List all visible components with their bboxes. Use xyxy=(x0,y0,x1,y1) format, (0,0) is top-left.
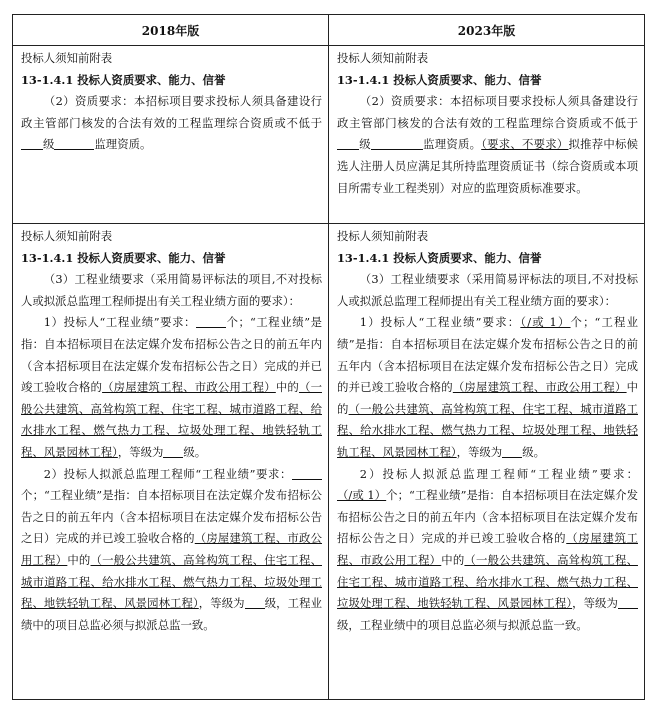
bidder-performance-text: 1）投标人“工程业绩”要求：（/或 1）个；“工程业绩”是指：自本招标项目在法定媒介发布招标公告之日的前五年内（含本招标项目在法定媒介发布招标公告之日）完成的并已竣工验收合格的（房屋建筑工程、市政公用工程）中的（一般公共建筑、高耸构筑工程、住宅工程、城市道路工程、给水排水工程、燃气热力工程、垃圾处理工程、地铁轻轨工程、风景园林工程），等级为 级。 xyxy=(337,315,638,459)
qualification-text: （2）资质要求：本招标项目要求投标人须具备建设行政主管部门核发的合法有效的工程监理综合资质或不低于级 监理资质。（要求、不要求）拟推荐中标候选人注册人员应满足其所持监理资质证书（综合资质或本项目所需专业工程类别）对应的监理资质标准要求。 xyxy=(337,94,638,195)
blank-field xyxy=(618,596,638,609)
cell-title: 投标人须知前附表 xyxy=(21,51,113,65)
header-2018: 2018年版 xyxy=(13,15,329,46)
comparison-table xyxy=(12,14,645,700)
performance-intro: （3）工程业绩要求（采用简易评标法的项目,不对投标人或拟派总监理工程师提出有关工程业绩方面的要求）： xyxy=(21,272,322,308)
cell-title: 投标人须知前附表 xyxy=(337,229,429,243)
cell-2023-qualification xyxy=(329,46,645,224)
blank-field xyxy=(21,137,43,150)
blank-field xyxy=(163,445,183,458)
cell-title: 投标人须知前附表 xyxy=(337,51,429,65)
clause-heading: 13-1.4.1 投标人资质要求、能力、信誉 xyxy=(337,250,542,265)
blank-field xyxy=(292,467,322,480)
cell-2018-performance xyxy=(13,224,329,700)
clause-heading: 13-1.4.1 投标人资质要求、能力、信誉 xyxy=(21,72,226,87)
table-row xyxy=(13,224,645,700)
blank-field xyxy=(502,445,522,458)
clause-heading: 13-1.4.1 投标人资质要求、能力、信誉 xyxy=(337,72,542,87)
bidder-performance-text: 1）投标人“工程业绩”要求： 个；“工程业绩”是指：自本招标项目在法定媒介发布招标公告之日的前五年内（含本招标项目在法定媒介发布招标公告之日）完成的并已竣工验收合格的（房屋建筑工程、市政公用工程）中的（一般公共建筑、高耸构筑工程、住宅工程、城市道路工程、给水排水工程、燃气热力工程、垃圾处理工程、地铁轻轨工程、风景园林工程），等级为 级。 xyxy=(21,315,322,459)
cell-title: 投标人须知前附表 xyxy=(21,229,113,243)
header-2023: 2023年版 xyxy=(329,15,645,46)
blank-field xyxy=(54,137,94,150)
cell-2018-qualification xyxy=(13,46,329,224)
clause-heading: 13-1.4.1 投标人资质要求、能力、信誉 xyxy=(21,250,226,265)
director-performance-text: 2）投标人拟派总监理工程师“工程业绩”要求：（/或 1）个；“工程业绩”是指：自本招标项目在法定媒介发布招标公告之日的前五年内（含本招标项目在法定媒介发布招标公告之日）完成的并已竣工验收合格的（房屋建筑工程、市政公用工程）中的（一般公共建筑、高耸构筑工程、住宅工程、城市道路工程、给水排水工程、燃气热力工程、垃圾处理工程、地铁轻轨工程、风景园林工程），等级为级，工程业绩中的项目总监必须与拟派总监一致。 xyxy=(337,466,638,632)
blank-field xyxy=(337,137,359,150)
underlined-option: （要求、不要求） xyxy=(481,137,569,152)
blank-field xyxy=(245,596,265,609)
cell-2023-performance xyxy=(329,224,645,700)
director-performance-text: 2）投标人拟派总监理工程师“工程业绩”要求：个；“工程业绩”是指：自本招标项目在法定媒介发布招标公告之日的前五年内（含本招标项目在法定媒介发布招标公告之日）完成的并已竣工验收合格的（房屋建筑工程、市政公用工程）中的（一般公共建筑、高耸构筑工程、住宅工程、城市道路工程、给水排水工程、燃气热力工程、垃圾处理工程、地铁轻轨工程、风景园林工程），等级为 级，工程业绩中的项目总监必须与拟派总监一致。 xyxy=(21,466,322,632)
qualification-text: （2）资质要求：本招标项目要求投标人须具备建设行政主管部门核发的合法有效的工程监理综合资质或不低于级 监理资质。 xyxy=(21,94,322,152)
blank-field xyxy=(371,137,423,150)
blank-field xyxy=(196,315,226,328)
performance-intro: （3）工程业绩要求（采用简易评标法的项目,不对投标人或拟派总监理工程师提出有关工程业绩方面的要求）： xyxy=(337,272,638,308)
table-row xyxy=(13,46,645,224)
header-row xyxy=(13,15,645,46)
